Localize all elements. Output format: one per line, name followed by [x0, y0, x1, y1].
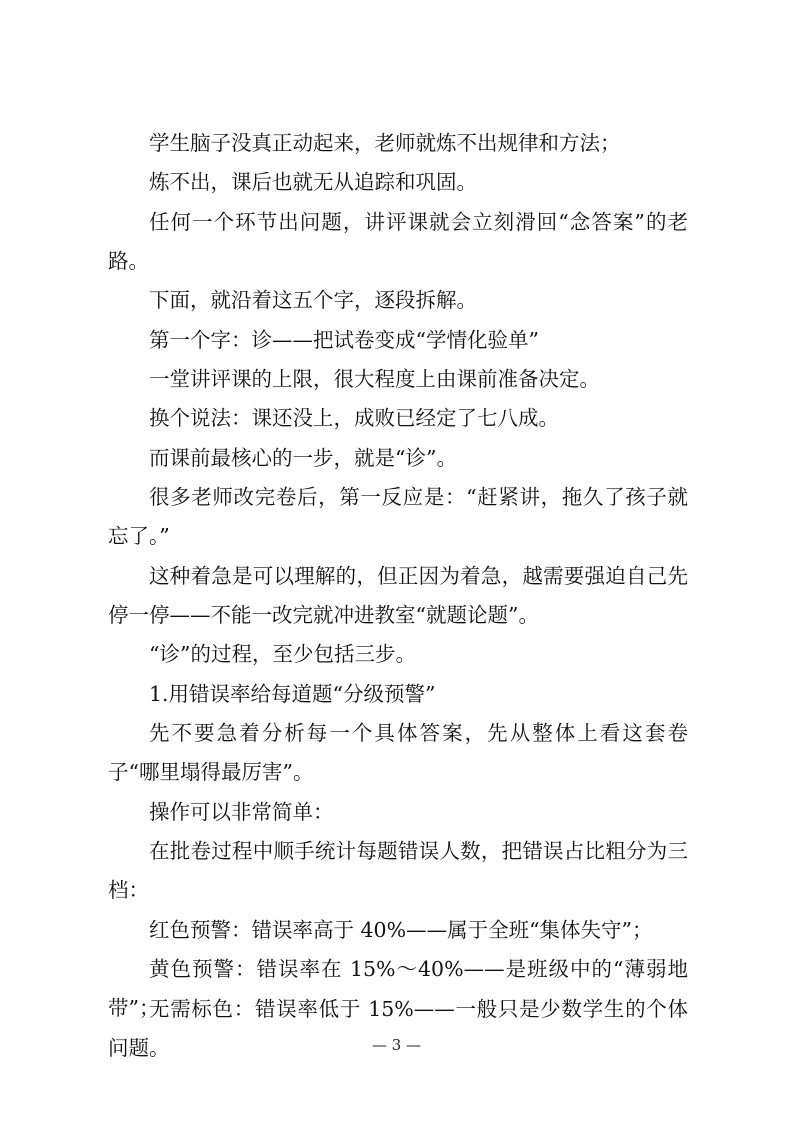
paragraph-7: 换个说法：课还没上，成败已经定了七八成。 [149, 406, 559, 430]
paragraph-10: 这种着急是可以理解的，但正因为着急，越需要强迫自己先停一停——不能一改完就冲进教室“就题论题”。 [108, 564, 688, 628]
page-number: — 3 — [371, 1036, 422, 1054]
section-heading-diagnose: 第一个字：诊——把试卷变成“学情化验单” [149, 328, 539, 352]
paragraph-9: 很多老师改完卷后，第一反应是：“赶紧讲，拖久了孩子就忘了。” [108, 485, 688, 549]
paragraph-6: 一堂讲评课的上限，很大程度上由课前准备决定。 [149, 367, 600, 391]
paragraph-11: “诊”的过程，至少包括三步。 [149, 642, 416, 666]
paragraph-3: 任何一个环节出问题，讲评课就会立刻滑回“念答案”的老路。 [108, 210, 688, 274]
paragraph-red-warning: 红色预警：错误率高于 40%——属于全班“集体失守”； [149, 918, 653, 942]
paragraph-no-color: 无需标色：错误率低于 15%——一般只是少数学生的个体问题。 [108, 997, 688, 1061]
paragraph-14: 操作可以非常简单： [149, 800, 334, 824]
paragraph-1: 学生脑子没真正动起来，老师就炼不出规律和方法； [149, 131, 621, 155]
paragraph-2: 炼不出，课后也就无从追踪和巩固。 [149, 170, 477, 194]
subheading-error-rate: 1.用错误率给每道题“分级预警” [149, 682, 436, 706]
paragraph-13: 先不要急着分析每一个具体答案，先从整体上看这套卷子“哪里塌得最厉害”。 [108, 721, 688, 785]
paragraph-4: 下面，就沿着这五个字，逐段拆解。 [149, 288, 477, 312]
paragraph-8: 而课前最核心的一步，就是“诊”。 [149, 446, 457, 470]
paragraph-yellow-warning: 黄色预警：错误率在 15%～40%——是班级中的“薄弱地带”； [108, 957, 688, 1021]
paragraph-15: 在批卷过程中顺手统计每题错误人数，把错误占比粗分为三档： [108, 839, 688, 903]
